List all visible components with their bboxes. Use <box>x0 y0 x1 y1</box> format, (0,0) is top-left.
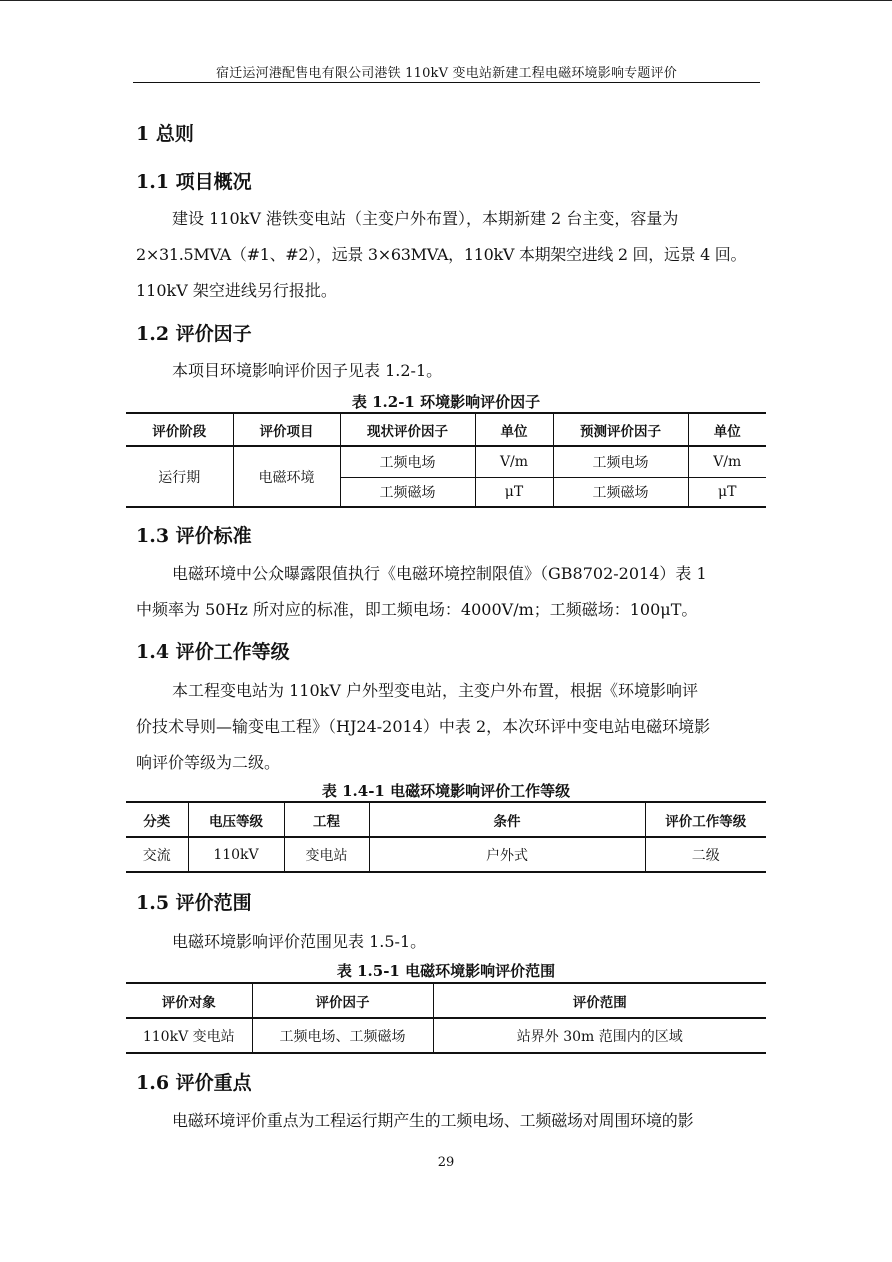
header-cell: 现状评价因子 <box>340 413 475 446</box>
section-title-1-3: 1.3 评价标准 <box>136 525 252 547</box>
table-row <box>126 446 766 477</box>
table-cell: 工频电场、工频磁场 <box>252 1018 433 1053</box>
header-cell: 电压等级 <box>188 802 284 837</box>
chapter-title: 1 总则 <box>136 123 194 145</box>
table-1-4-1 <box>126 801 766 873</box>
stage-cell: 运行期 <box>126 446 233 507</box>
paragraph-line: 110kV 架空进线另行报批。 <box>136 281 337 300</box>
header-cell: 评价范围 <box>572 994 627 1011</box>
table-cell: 工频电场 <box>340 446 475 477</box>
paragraph-line: 本工程变电站为 110kV 户外型变电站，主变户外布置，根据《环境影响评 <box>172 681 698 700</box>
table-cell: V/m <box>475 446 553 477</box>
section-1-4-body <box>136 673 762 781</box>
section-1-5-body <box>136 924 762 960</box>
table-cell: 110kV <box>188 837 284 872</box>
section-1-2-body <box>136 353 762 389</box>
paragraph-line: 建设 110kV 港铁变电站（主变户外布置），本期新建 2 台主变，容量为 <box>172 209 679 228</box>
paragraph-line: 本项目环境影响评价因子见表 1.2-1。 <box>172 361 443 380</box>
header-cell: 评价对象 <box>126 983 252 1018</box>
table-cell: 户外式 <box>369 837 645 872</box>
table-cell: 工频磁场 <box>340 477 475 507</box>
header-cell: 工程 <box>284 802 369 837</box>
header-cell: 评价项目 <box>233 413 340 446</box>
section-1-1-body <box>136 201 762 309</box>
table-cell: 交流 <box>126 837 188 872</box>
section-title-1-4: 1.4 评价工作等级 <box>136 641 290 663</box>
item-cell: 电磁环境 <box>233 446 340 507</box>
table-1-5-1 <box>126 982 766 1054</box>
table-caption-1-2-1: 表 1.2-1 环境影响评价因子 <box>351 393 541 411</box>
table-cell: 110kV 变电站 <box>126 1018 252 1053</box>
paragraph-line: 价技术导则—输变电工程》（HJ24-2014）中表 2，本次环评中变电站电磁环境影 <box>136 717 711 736</box>
section-title-1-1: 1.1 项目概况 <box>136 171 252 193</box>
page-header: 宿迁运河港配售电有限公司港铁 110kV 变电站新建工程电磁环境影响专题评价 <box>216 66 677 81</box>
paragraph-line: 响评价等级为二级。 <box>136 753 281 772</box>
header-cell: 评价因子 <box>252 983 433 1018</box>
table-caption-1-4-1: 表 1.4-1 电磁环境影响评价工作等级 <box>321 782 571 800</box>
table-1-2-1 <box>126 412 766 508</box>
table-caption-1-5-1: 表 1.5-1 电磁环境影响评价范围 <box>336 962 556 980</box>
header-cell: 评价阶段 <box>126 413 233 446</box>
header-cell: 单位 <box>713 423 741 440</box>
table-cell: 工频电场 <box>553 446 688 477</box>
paragraph-line: 电磁环境中公众曝露限值执行《电磁环境控制限值》（GB8702-2014）表 1 <box>172 564 707 583</box>
table-cell: 二级 <box>691 847 720 864</box>
table-header-row <box>126 802 766 837</box>
table-cell: μT <box>718 483 737 500</box>
section-1-6-body <box>136 1103 762 1139</box>
table-header-row <box>126 413 766 446</box>
section-title-1-5: 1.5 评价范围 <box>136 892 252 914</box>
section-title-1-6: 1.6 评价重点 <box>136 1072 252 1094</box>
table-cell: 站界外 30m 范围内的区域 <box>516 1028 683 1045</box>
section-title-1-2: 1.2 评价因子 <box>136 323 252 345</box>
table-cell: 变电站 <box>284 837 369 872</box>
header-cell: 评价工作等级 <box>665 813 747 830</box>
table-cell: μT <box>475 477 553 507</box>
paragraph-line: 电磁环境影响评价范围见表 1.5-1。 <box>172 932 427 951</box>
paragraph-line: 电磁环境评价重点为工程运行期产生的工频电场、工频磁场对周围环境的影 <box>172 1111 694 1130</box>
top-border <box>0 0 892 1</box>
table-cell: 工频磁场 <box>553 477 688 507</box>
header-cell: 单位 <box>475 413 553 446</box>
header-cell: 预测评价因子 <box>553 413 688 446</box>
table-header-row <box>126 983 766 1018</box>
paragraph-line: 2×31.5MVA（#1、#2），远景 3×63MVA，110kV 本期架空进线 2 回，远景 4 回。 <box>136 245 747 264</box>
table-row <box>126 837 766 872</box>
section-1-3-body <box>136 556 762 628</box>
table-row <box>126 1018 766 1053</box>
page-number: 29 <box>437 1155 455 1170</box>
table-cell: V/m <box>713 453 742 470</box>
paragraph-line: 中频率为 50Hz 所对应的标准，即工频电场：4000V/m；工频磁场：100μT。 <box>136 600 698 619</box>
header-rule <box>133 82 760 83</box>
header-cell: 条件 <box>369 802 645 837</box>
header-cell: 分类 <box>126 802 188 837</box>
